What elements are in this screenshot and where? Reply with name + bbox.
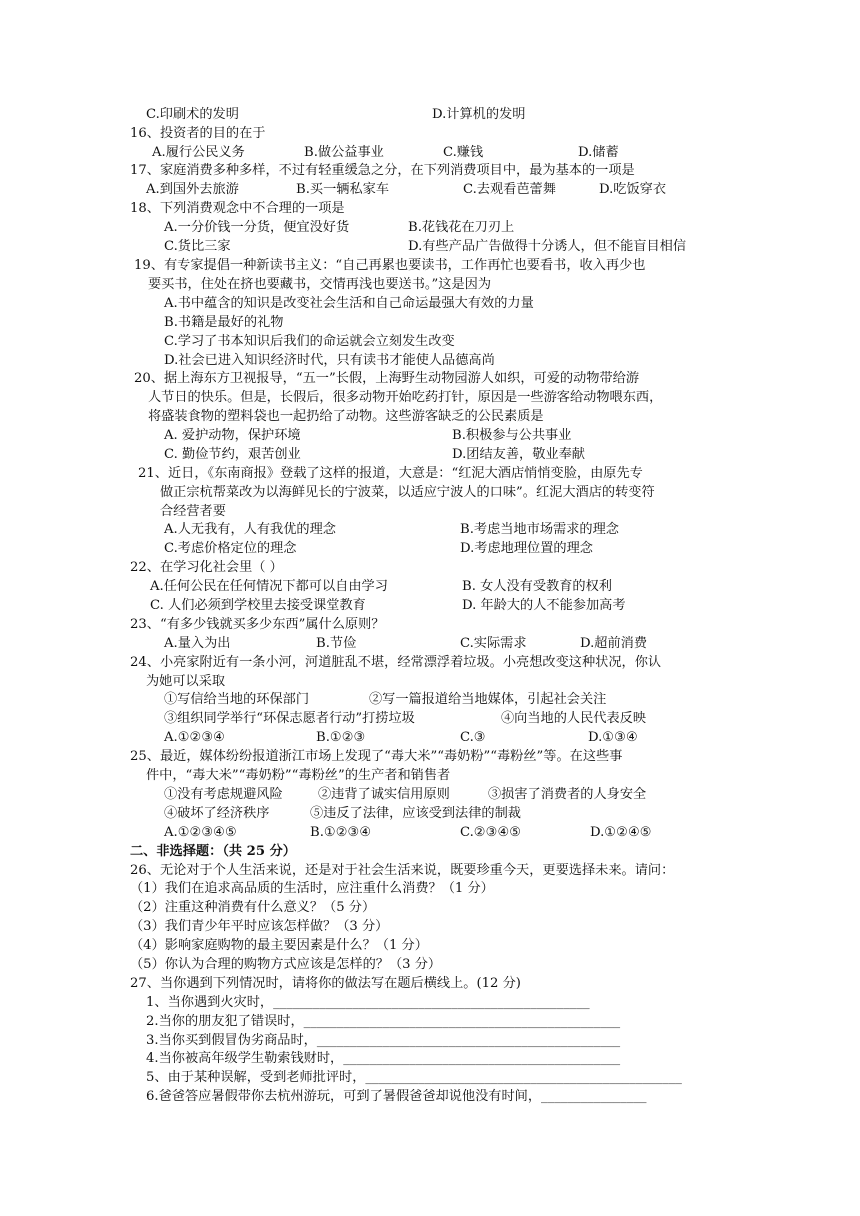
q26-stem: 26、无论对于个人生活来说，还是对于社会生活来说，既要珍重今天，更要选择未来。请问： (130, 863, 675, 878)
q22-option-a: A.任何公民在任何情况下都可以自由学习 (150, 579, 388, 594)
q16-option-d: D.储蓄 (578, 145, 619, 160)
q23-option-a: A.量入为出 (164, 636, 231, 651)
q24-option-c: C.③ (460, 730, 486, 745)
q25-item-1: ①没有考虑规避风险 (164, 787, 283, 802)
q26-sub-2: （2）注重这种消费有什么意义？（5 分） (130, 900, 376, 915)
q25-item-2: ②违背了诚实信用原则 (318, 787, 450, 802)
q27-stem: 27、当你遇到下列情况时，请将你的做法写在题后横线上。(12 分) (130, 976, 521, 991)
q24-item-1: ①写信给当地的环保部门 (164, 692, 310, 707)
q17-stem: 17、家庭消费多种多样，不过有轻重缓急之分，在下列消费项目中，最为基本的一项是 (130, 163, 635, 178)
q22-option-c: C. 人们必须到学校里去接受课堂教育 (150, 598, 366, 613)
q25-item-4: ④破坏了经济秩序 (164, 806, 270, 821)
q22-option-d: D. 年龄大的人不能参加高考 (462, 598, 626, 613)
q15-option-c: C.印刷术的发明 (146, 107, 239, 122)
q26-sub-4: （4）影响家庭购物的最主要因素是什么？（1 分） (130, 938, 428, 953)
q24-item-2: ②写一篇报道给当地媒体，引起社会关注 (369, 692, 607, 707)
q19-option-d: D.社会已进入知识经济时代，只有读书才能使人品德高尚 (164, 353, 495, 368)
q18-option-a: A.一分价钱一分货，便宜没好货 (164, 220, 350, 235)
q18-stem: 18、下列消费观念中不合理的一项是 (130, 201, 345, 216)
q25-stem-line1: 25、最近，媒体纷纷报道浙江市场上发现了“毒大米”“毒奶粉”“毒粉丝”等。在这些事 (130, 749, 623, 764)
q20-stem-line3: 将盛装食物的塑料袋也一起扔给了动物。这些游客缺乏的公民素质是 (148, 409, 544, 424)
q18-option-b: B.花钱花在刀刃上 (408, 220, 515, 235)
q25-option-d: D.①②④⑤ (590, 825, 652, 840)
q20-option-a: A. 爱护动物，保护环境 (164, 428, 301, 443)
q17-option-b: B.买一辆私家车 (296, 182, 390, 197)
q27-item-3: 3.当你买到假冒伪劣商品时，______________________________________________ (146, 1033, 621, 1048)
q16-option-a: A.履行公民义务 (152, 145, 245, 160)
q25-item-3: ③损害了消费者的人身安全 (488, 787, 647, 802)
q22-stem: 22、在学习化社会里（ ） (130, 560, 283, 575)
q20-option-c: C. 勤俭节约，艰苦创业 (164, 447, 301, 462)
q20-option-d: D.团结友善，敬业奉献 (452, 447, 585, 462)
q24-item-3: ③组织同学举行“环保志愿者行动”打捞垃圾 (164, 711, 415, 726)
q23-option-c: C.实际需求 (460, 636, 527, 651)
q16-stem: 16、投资者的目的在于 (130, 126, 266, 141)
q19-option-b: B.书籍是最好的礼物 (164, 315, 284, 330)
q21-stem-line2: 做正宗杭帮菜改为以海鲜见长的宁波菜，以适应宁波人的口味”。红泥大酒店的转变符 (160, 485, 655, 500)
q24-stem-line2: 为她可以采取 (146, 674, 226, 689)
q24-option-a: A.①②③④ (164, 730, 226, 745)
q20-stem-line1: 20、据上海东方卫视报导，“五一”长假，上海野生动物园游人如织，可爱的动物带给游 (134, 371, 640, 386)
q21-option-d: D.考虑地理位置的理念 (460, 541, 593, 556)
q19-stem-line1: 19、有专家提倡一种新读书主义：“自己再累也要读书，工作再忙也要看书，收入再少也 (134, 258, 646, 273)
q26-sub-1: （1）我们在追求高品质的生活时，应注重什么消费？（1 分） (130, 881, 494, 896)
q19-option-a: A.书中蕴含的知识是改变社会生活和自己命运最强大有效的力量 (164, 296, 534, 311)
q24-option-b: B.①②③ (316, 730, 366, 745)
q21-option-b: B.考虑当地市场需求的理念 (460, 522, 619, 537)
q16-option-c: C.赚钱 (443, 145, 484, 160)
q27-item-1: 1、当你遇到火灾时，________________________________________________ (146, 995, 590, 1010)
q21-stem-line3: 合经营者要 (160, 504, 226, 519)
q17-option-d: D.吃饭穿衣 (599, 182, 667, 197)
q25-option-b: B.①②③④ (310, 825, 372, 840)
q25-option-a: A.①②③④⑤ (164, 825, 237, 840)
q23-option-d: D.超前消费 (580, 636, 648, 651)
q23-option-b: B.节俭 (316, 636, 357, 651)
q27-item-5: 5、由于某种误解，受到老师批评时，________________________________________________ (146, 1070, 682, 1085)
q15-option-d: D.计算机的发明 (432, 107, 526, 122)
q17-option-c: C.去观看芭蕾舞 (463, 182, 556, 197)
q19-option-c: C.学习了书本知识后我们的命运就会立刻发生改变 (164, 334, 455, 349)
section-heading: 二、非选择题：（共 25 分） (130, 844, 296, 859)
q25-stem-line2: 件中，“毒大米”“毒奶粉”“毒粉丝”的生产者和销售者 (146, 768, 451, 783)
q25-item-5: ⑤违反了法律，应该受到法律的制裁 (310, 806, 521, 821)
q24-option-d: D.①③④ (588, 730, 638, 745)
q27-item-4: 4.当你被高年级学生勒索钱财时，__________________________________________ (146, 1051, 621, 1066)
q24-item-4: ④向当地的人民代表反映 (501, 711, 647, 726)
q18-option-c: C.货比三家 (164, 239, 231, 254)
q18-option-d: D.有些产品广告做得十分诱人，但不能盲目相信 (408, 239, 687, 254)
q27-item-6: 6.爸爸答应暑假带你去杭州游玩，可到了暑假爸爸却说他没有时间，________________ (146, 1089, 647, 1104)
q25-option-c: C.②③④⑤ (460, 825, 522, 840)
q27-item-2: 2.当你的朋友犯了错误时，________________________________________________ (146, 1014, 621, 1029)
q21-stem-line1: 21、近日，《东南商报》登载了这样的报道，大意是：“红泥大酒店悄悄变脸，由原先专 (138, 466, 643, 481)
q22-option-b: B. 女人没有受教育的权利 (462, 579, 612, 594)
q17-option-a: A.到国外去旅游 (146, 182, 239, 197)
q20-stem-line2: 人节日的快乐。但是，长假后，很多动物开始吃药打针，原因是一些游客给动物喂东西， (148, 390, 663, 405)
q20-option-b: B.积极参与公共事业 (452, 428, 572, 443)
q21-option-c: C.考虑价格定位的理念 (164, 541, 297, 556)
q21-option-a: A.人无我有，人有我优的理念 (164, 522, 336, 537)
q16-option-b: B.做公益事业 (304, 145, 384, 160)
q24-stem-line1: 24、小亮家附近有一条小河，河道脏乱不堪，经常漂浮着垃圾。小亮想改变这种状况，你认 (130, 655, 662, 670)
q23-stem: 23、“有多少钱就买多少东西”属什么原则？ (130, 617, 385, 632)
q26-sub-3: （3）我们青少年平时应该怎样做？（3 分） (130, 919, 389, 934)
q19-stem-line2: 要买书，住处在挤也要藏书，交情再浅也要送书。”这是因为 (148, 277, 492, 292)
q26-sub-5: （5）你认为合理的购物方式应该是怎样的？（3 分） (130, 957, 442, 972)
